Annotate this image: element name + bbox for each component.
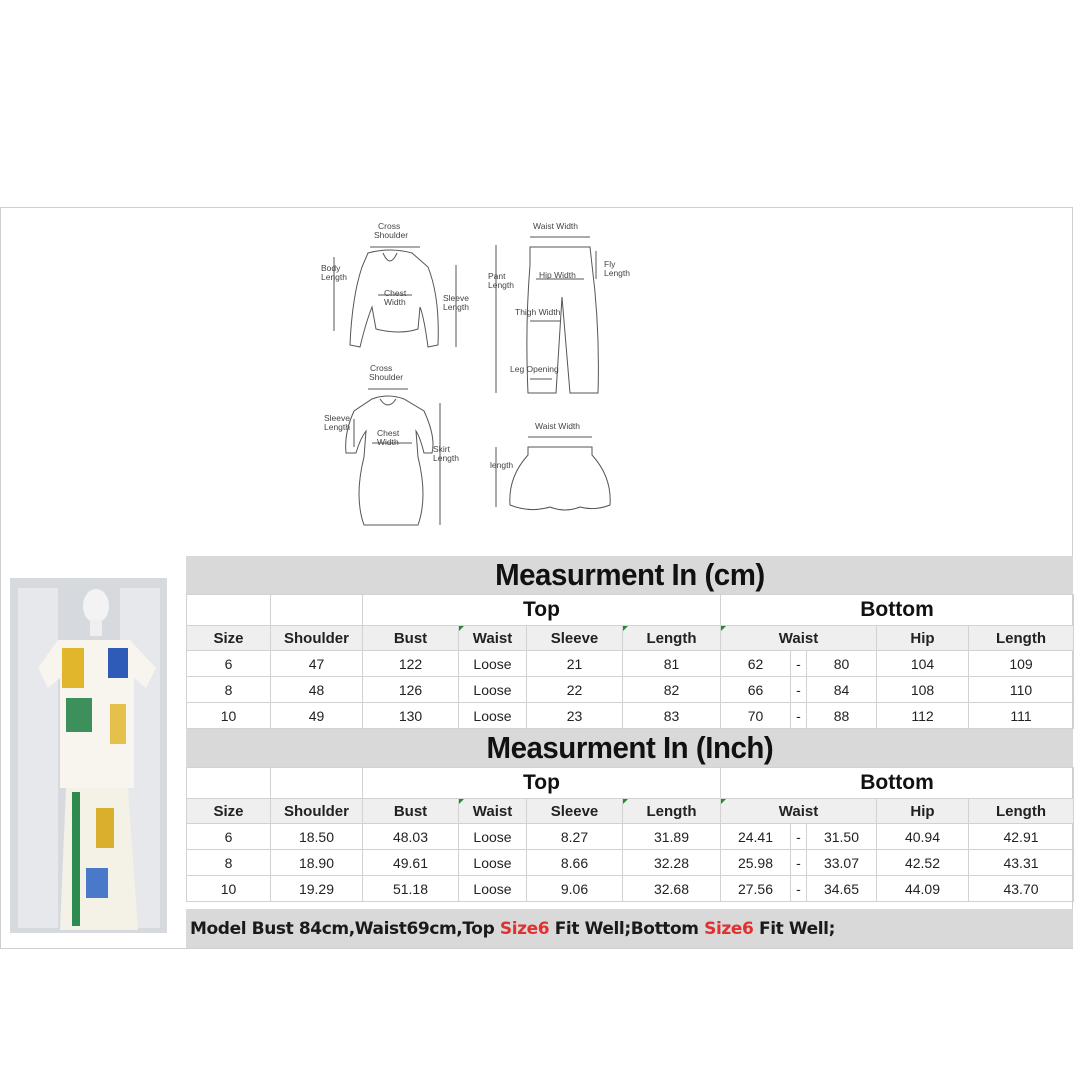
cell: 27.56 — [721, 876, 791, 902]
cell: Loose — [459, 824, 527, 850]
cell: 49.61 — [363, 850, 459, 876]
cell: 33.07 — [807, 850, 877, 876]
cell: - — [791, 876, 807, 902]
inch-group-bottom: Bottom — [721, 768, 1074, 799]
cell: 40.94 — [877, 824, 969, 850]
table-row — [187, 677, 1074, 703]
header-cell: Shoulder — [271, 626, 363, 651]
cell: 130 — [363, 703, 459, 729]
cell: 49 — [271, 703, 363, 729]
cell: Loose — [459, 677, 527, 703]
label-cross-shoulder-2: Shoulder — [374, 230, 409, 240]
label-body-length: Body — [321, 263, 341, 273]
cell: 112 — [877, 703, 969, 729]
cell: 110 — [969, 677, 1074, 703]
cell: - — [791, 850, 807, 876]
label-waist-width: Waist Width — [533, 221, 579, 231]
label-chest-width: Chest — [384, 288, 407, 298]
cell: 66 — [721, 677, 791, 703]
inch-group-top: Top — [363, 768, 721, 799]
cell: 19.29 — [271, 876, 363, 902]
label-hip-width: Hip Width — [539, 270, 576, 280]
cell: Loose — [459, 703, 527, 729]
label-sleeve-length-2: Length — [443, 302, 469, 312]
note-size-bottom: Size6 — [704, 918, 754, 939]
inch-header-row — [187, 799, 1074, 824]
label-skirt-length-2: Length — [433, 453, 459, 463]
inch-table-title: Measurment In (Inch) — [486, 730, 773, 765]
label-leg-opening: Leg Opening — [510, 364, 559, 374]
label-skirt-length: Skirt — [433, 444, 450, 454]
header-cell: Sleeve — [527, 626, 623, 651]
label-fly-length: Fly — [604, 259, 616, 269]
header-cell: Waist — [721, 626, 877, 651]
label-fly-length-2: Length — [604, 268, 630, 278]
note-text-3: Fit Well; — [753, 918, 836, 939]
label-thigh-width: Thigh Width — [515, 307, 561, 317]
table-row — [187, 850, 1074, 876]
label-dress-sleeve-length: Sleeve — [324, 413, 350, 423]
cell: 43.70 — [969, 876, 1074, 902]
cell: - — [791, 677, 807, 703]
cm-header-row — [187, 626, 1074, 651]
skirt-sketch — [510, 447, 610, 510]
cell: 80 — [807, 651, 877, 677]
cell: 9.06 — [527, 876, 623, 902]
cell: Loose — [459, 850, 527, 876]
measurement-diagrams — [0, 207, 1074, 555]
cell: 8 — [187, 677, 271, 703]
size-tables — [186, 556, 1073, 902]
cell: 18.90 — [271, 850, 363, 876]
cell: 8 — [187, 850, 271, 876]
label-dress-chest-width: Chest — [377, 428, 400, 438]
cell: 82 — [623, 677, 721, 703]
cell: 25.98 — [721, 850, 791, 876]
cell: 48 — [271, 677, 363, 703]
dress-sketch — [346, 396, 433, 525]
cm-title-band — [186, 556, 1073, 594]
header-cell: Length — [969, 799, 1074, 824]
cell: Loose — [459, 651, 527, 677]
cell: 43.31 — [969, 850, 1074, 876]
header-cell: Size — [187, 626, 271, 651]
header-cell: Sleeve — [527, 799, 623, 824]
cell: 24.41 — [721, 824, 791, 850]
cell: 8.66 — [527, 850, 623, 876]
label-chest-width-2: Width — [384, 297, 406, 307]
cell: 51.18 — [363, 876, 459, 902]
cell: 42.52 — [877, 850, 969, 876]
table-row — [187, 651, 1074, 677]
label-dress-sleeve-length-2: Length — [324, 422, 350, 432]
cm-table — [186, 594, 1074, 729]
cell: - — [791, 651, 807, 677]
cell: 62 — [721, 651, 791, 677]
cell: 6 — [187, 824, 271, 850]
cell: 42.91 — [969, 824, 1074, 850]
cell: 31.50 — [807, 824, 877, 850]
cell: - — [791, 824, 807, 850]
garment-sketches — [0, 207, 1074, 555]
cell: - — [791, 703, 807, 729]
table-row — [187, 876, 1074, 902]
model-fit-note — [186, 909, 1073, 948]
header-cell: Size — [187, 799, 271, 824]
cell: 111 — [969, 703, 1074, 729]
header-cell: Hip — [877, 626, 969, 651]
label-dress-cross-shoulder-2: Shoulder — [369, 372, 404, 382]
header-cell: Hip — [877, 799, 969, 824]
header-cell: Length — [969, 626, 1074, 651]
model-photo — [10, 578, 167, 933]
cell: 122 — [363, 651, 459, 677]
note-text-1: Model Bust 84cm,Waist69cm,Top — [190, 918, 500, 939]
cell: 47 — [271, 651, 363, 677]
cell: 88 — [807, 703, 877, 729]
cell: 18.50 — [271, 824, 363, 850]
cm-group-bottom: Bottom — [721, 595, 1074, 626]
cell: 32.68 — [623, 876, 721, 902]
label-body-length-2: Length — [321, 272, 347, 282]
cm-table-title: Measurment In (cm) — [494, 557, 765, 592]
header-cell: Bust — [363, 626, 459, 651]
header-cell: Shoulder — [271, 799, 363, 824]
cell: 81 — [623, 651, 721, 677]
table-row — [187, 824, 1074, 850]
cell: 126 — [363, 677, 459, 703]
label-skirt-lengthline: length — [490, 460, 514, 470]
label-dress-cross-shoulder: Cross — [370, 363, 393, 373]
cell: 32.28 — [623, 850, 721, 876]
cell: 34.65 — [807, 876, 877, 902]
header-cell: Waist — [721, 799, 877, 824]
cell: 84 — [807, 677, 877, 703]
header-cell: Length — [623, 626, 721, 651]
cell: 83 — [623, 703, 721, 729]
header-cell: Length — [623, 799, 721, 824]
cell: 22 — [527, 677, 623, 703]
header-cell: Waist — [459, 799, 527, 824]
cell: 44.09 — [877, 876, 969, 902]
cell: 104 — [877, 651, 969, 677]
cell: 8.27 — [527, 824, 623, 850]
cell: 6 — [187, 651, 271, 677]
label-pant-length: Pant — [488, 271, 506, 281]
cm-group-top: Top — [363, 595, 721, 626]
cell: 21 — [527, 651, 623, 677]
label-dress-chest-width-2: Width — [377, 437, 399, 447]
cell: 48.03 — [363, 824, 459, 850]
cell: Loose — [459, 876, 527, 902]
cm-group-row — [187, 595, 1074, 626]
cell: 23 — [527, 703, 623, 729]
note-size-top: Size6 — [499, 918, 550, 939]
cell: 31.89 — [623, 824, 721, 850]
cell: 70 — [721, 703, 791, 729]
header-cell: Waist — [459, 626, 527, 651]
inch-title-band — [186, 729, 1073, 767]
note-text-2: Fit Well;Bottom — [549, 918, 705, 939]
table-row — [187, 703, 1074, 729]
cell: 109 — [969, 651, 1074, 677]
label-cross-shoulder: Cross — [378, 221, 401, 231]
label-skirt-waist-width: Waist Width — [535, 421, 581, 431]
header-cell: Bust — [363, 799, 459, 824]
inch-table — [186, 767, 1074, 902]
label-pant-length-2: Length — [488, 280, 514, 290]
label-sleeve-length: Sleeve — [443, 293, 469, 303]
cell: 10 — [187, 876, 271, 902]
cell: 108 — [877, 677, 969, 703]
cell: 10 — [187, 703, 271, 729]
inch-group-row — [187, 768, 1074, 799]
